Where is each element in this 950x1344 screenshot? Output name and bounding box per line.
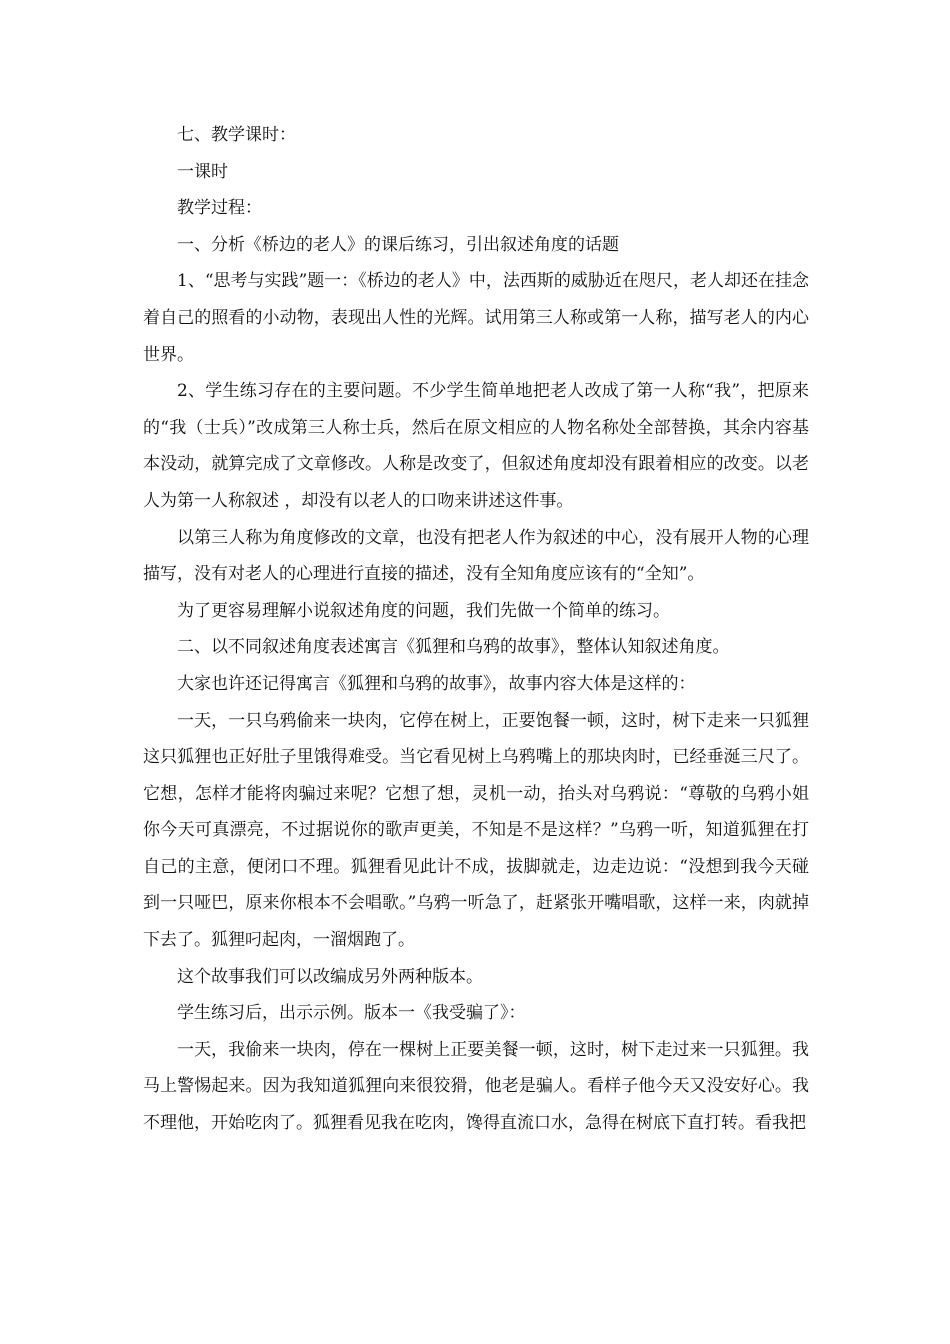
step-two-heading: 二、以不同叙述角度表述寓言《狐狸和乌鸦的故事》，整体认知叙述角度。 — [177, 637, 730, 658]
version-one-story-paragraph: 一天，我偷来一块肉，停在一棵树上正要美餐一顿，这时，树下走过来一只狐狸。我马上警惕起来。因为我知道狐狸向来很狡猾，他老是骗人。看样子他今天又没安好心。我不理他，开始吃肉了。狐狸看见我在吃肉，馋得直流口水，急得在树底下直打转。看我把 — [143, 1039, 809, 1134]
document-body — [143, 117, 809, 1142]
adaptation-intro-paragraph: 这个故事我们可以改编成另外两种版本。 — [177, 966, 483, 987]
section-heading-teaching-hours: 七、教学课时： — [177, 125, 296, 145]
third-person-issue-paragraph: 以第三人称为角度修改的文章，也没有把老人作为叙述的中心，没有展开人物的心理描写，没有对老人的心理进行直接的描述，没有全知角度应该有的“全知”。 — [143, 527, 809, 585]
exercise-intro-paragraph: 为了更容易理解小说叙述角度的问题，我们先做一个简单的练习。 — [177, 600, 670, 621]
fable-intro-paragraph: 大家也许还记得寓言《狐狸和乌鸦的故事》，故事内容大体是这样的： — [177, 673, 696, 694]
section-heading-teaching-process: 教学过程： — [177, 198, 262, 219]
student-problems-paragraph: 2、学生练习存在的主要问题。不少学生简单地把老人改成了第一人称“我”，把原来的“我（士兵）”改成第三人称士兵，然后在原文相应的人物名称处全部替换，其余内容基本没动，就算完成了文章修改。人称是改变了，但叙述角度却没有跟着相应的改变。以老人为第一人称叙述 ，却没有以老人的口吻来讲述这件事。 — [143, 381, 809, 511]
step-one-heading: 一、分析《桥边的老人》的课后练习，引出叙述角度的话题 — [177, 234, 619, 255]
fable-story-paragraph: 一天，一只乌鸦偷来一块肉，它停在树上，正要饱餐一顿，这时，树下走来一只狐狸这只狐狸也正好肚子里饿得难受。当它看见树上乌鸦嘴上的那块肉时，已经垂涎三尺了。它想，怎样才能将肉骗过来呢？它想了想，灵机一动，抬头对乌鸦说：“尊敬的乌鸦小姐你今天可真漂亮，不过据说你的歌声更美，不知是不是这样？”乌鸦一听，知道狐狸在打自己的主意，便闭口不理。狐狸看见此计不成，拔脚就走，边走边说：“没想到我今天碰到一只哑巴，原来你根本不会唱歌。”乌鸦一听急了，赶紧张开嘴唱歌，这样一来，肉就掉下去了。狐狸叼起肉，一溜烟跑了。 — [143, 710, 809, 951]
teaching-hours-value: 一课时 — [177, 161, 228, 182]
exercise-prompt-paragraph: 1、“思考与实践”题一：《桥边的老人》中，法西斯的威胁近在咫尺，老人却还在挂念着自己的照看的小动物，表现出人性的光辉。试用第三人称或第一人称，描写老人的内心世界。 — [143, 271, 809, 365]
version-one-heading: 学生练习后，出示示例。版本一《我受骗了》： — [177, 1003, 526, 1024]
